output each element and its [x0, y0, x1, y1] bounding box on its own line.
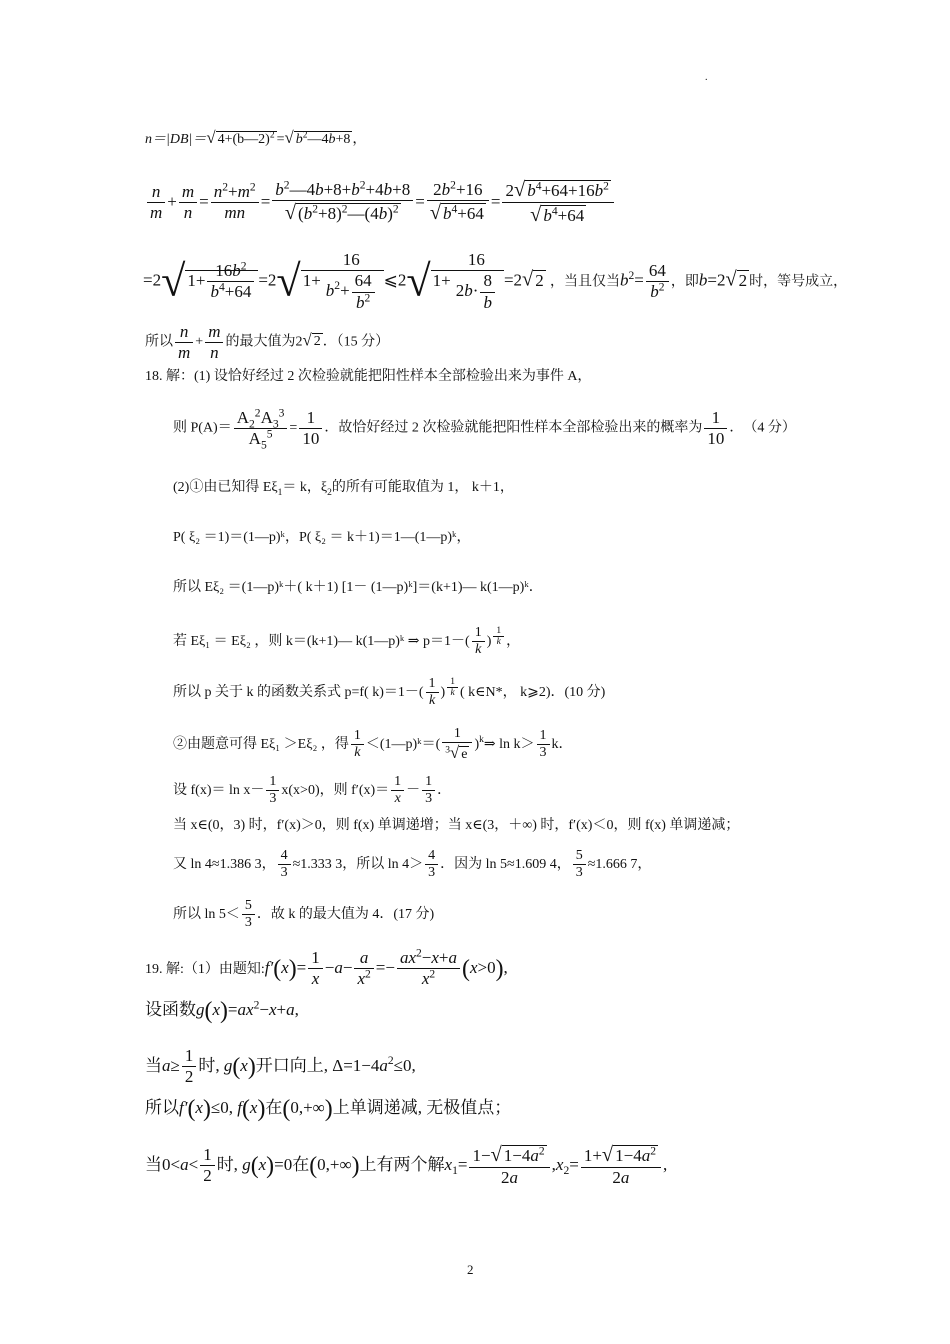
text-also: 又 ln 4≈1.386 3， — [173, 856, 276, 872]
text-pa: 则 P(A)＝ — [173, 420, 232, 436]
text-when1: 当 — [145, 1055, 162, 1075]
q18-function: 所以 p 关于 k 的函数关系式 p=f( k)＝1－( $\frac{1}{k}$ ) $^{\frac{1}{k}}$ ( k∈N*， k⩾2)．(10 分) — [173, 676, 606, 709]
q18-head: 18. 解：(1) 设恰好经过 2 次检验就能把阳性样本全部检验出来为事件 A， — [145, 369, 592, 384]
text-on: 在 — [265, 1098, 283, 1117]
q18-if-equal: 若 Eξ₁ ＝ Eξ₂ ，则 k＝(k+1)— k(1—p)ᵏ ⇒ p＝1－( $\frac{1}{k}$ ) $^{\frac{1}{k}}$ ， — [173, 625, 521, 658]
text-two-roots: 上有两个解 — [359, 1154, 445, 1174]
text-when2: 当 — [145, 1154, 162, 1174]
text-set-end: ． — [437, 782, 452, 798]
q19-case1: 当a≥ $\frac{1}{2}$ 时, g(x)开口向上, $\Delta=1-4a^2\le 0$, — [145, 1046, 416, 1087]
q19-head: 19. 解:（1）由题知:f′(x)= $\frac{1}{x}$ −a− $\frac{a}{x^2}$ =− $\frac{ax^2-x+a}{x^2}$ (x>0), — [145, 946, 508, 989]
text-max-is: 的最大值为 — [225, 334, 296, 350]
q19-set-g: 设函数$g(x)=ax^2-x+a$, — [145, 998, 299, 1025]
text-score-17: ．故 k 的最大值为 4．(17 分) — [256, 906, 435, 922]
q18-also: 又 ln 4≈1.386 3， $\frac{4}{3}$ ≈1.333 3，所以 ln 4＞ $\frac{4}{3}$ ．因为 ln 5≈1.609 4， $\frac{5}{3}$ ≈1.666 7， — [173, 848, 652, 881]
q18-part2-head: (2)①由已知得 $E\xi_1= k$，$\xi_2$的所有可能取值为 1， k＋1， — [173, 480, 514, 498]
line-inequality: =2√ 1+ $\frac{16b^2}{b^4+64}$ =2√ 1+ 16 $b^2+$ $\frac{64}{b^2}$ ⩽2√ 1+ 16 2b· $\frac{8}{b}$ =2√ 2 ，当且仅当$b^2=$ $\frac{64}{b^2}$ ，即b=2√ 2 时，等号成立， — [143, 250, 848, 312]
text-part2c: 的所有可能取值为 1， k＋1， — [331, 480, 514, 495]
text-part2b: ＝ k，ξ — [282, 480, 328, 495]
text-ie: ，即 — [670, 274, 699, 290]
q19-case2: 当0<a< $\frac{1}{2}$ 时, g(x)=0在(0,+∞)上有两个解$x_1=$ $\frac{1-√ 1-4a^2}{2a}$ $,x_2=$ $\frac{1+√ 1-4a^2}{2a}$ , — [145, 1144, 668, 1188]
corner-mark: . — [705, 72, 708, 83]
text-decreasing: 上单调递减, 无极值点； — [332, 1098, 512, 1117]
q19-so: 所以f′(x)≤0, f(x)在(0,+∞)上单调递减, 无极值点； — [145, 1096, 512, 1123]
q18-prob-xi2: P( ξ₂ ＝1)＝(1—p)ᵏ，P( ξ₂ ＝ k＋1)＝1—(1—p)ᵏ， — [173, 530, 471, 545]
text-equality-holds: 时，等号成立， — [749, 274, 848, 290]
text-circ2-mid: ＜(1—p)ᵏ＝( — [365, 736, 441, 752]
text-part2a: (2)①由已知得 Eξ — [173, 480, 278, 495]
text-set-mid: x(x>0)，则 f′(x)＝ — [281, 782, 390, 798]
q18-probability: 则 P(A)＝ $\frac{A_2^2A_3^3}{A_5^5}$ = $\frac{1}{10}$ ．故恰好经过 2 次检验就能把阳性样本全部检验出来的概率为 $\frac{1}{10}$ ． （4 分） — [173, 406, 796, 451]
text-on2: 在 — [292, 1154, 310, 1174]
text-also-mid: ≈1.333 3，所以 ln 4＞ — [292, 856, 424, 872]
text-when2-mid: 时, — [216, 1154, 238, 1174]
text-circ2-end: k． — [551, 736, 573, 752]
text-score-15: ．（15 分） — [322, 334, 390, 350]
text-opens-up: 开口向上, — [255, 1055, 329, 1075]
q18-exp-xi2: 所以 Eξ₂ ＝(1—p)ᵏ＋( k＋1) [1－ (1—p)ᵏ]＝(k+1)— k(1—p)ᵏ． — [173, 580, 543, 595]
text-paren: ) — [486, 633, 492, 649]
text-so2: 所以 — [145, 1098, 179, 1117]
text-q19: 19. 解:（1）由题知: — [145, 961, 265, 977]
text-n-db: n＝|DB|＝ — [145, 132, 207, 147]
text-func: 所以 p 关于 k 的函数关系式 p=f( k)＝1－( — [173, 684, 424, 700]
text-therefore: ．故恰好经过 2 次检验就能把阳性样本全部检验出来的概率为 — [324, 420, 703, 436]
q18-conclusion: 所以 ln 5＜ $\frac{5}{3}$ ．故 k 的最大值为 4．(17 分) — [173, 898, 435, 931]
q18-monotonic: 当 x∈(0，3) 时，f′(x)＞0，则 f(x) 单调递增；当 x∈(3，＋∞) 时，f′(x)＜0，则 f(x) 单调递减； — [173, 818, 740, 833]
text-circ2: ②由题意可得 Eξ₁ ＞Eξ₂ ，得 — [173, 736, 349, 752]
text-also-end: ≈1.666 7， — [587, 856, 652, 872]
text-if: 若 Eξ₁ ＝ Eξ₂ ，则 k＝(k+1)— k(1—p)ᵏ ⇒ p＝1－( — [173, 633, 470, 649]
text-circ2-ln: ⇒ ln k＞ — [483, 736, 535, 752]
text-equality-note: ，当且仅当 — [549, 274, 620, 290]
line-n-over-m: $\frac{n}{m}$ + $\frac{m}{n}$ = $\frac{n^2+m^2}{mn}$ = $\frac{b^2—4b+8+b^2+4b+8}{√ (b^2+8)^2—(4b)^2}$ = $\frac{2b^2+16}{√ b^4+64}$ = $\frac{2√ b^4+64+16b^2}{√ b^4+64}$ — [145, 178, 616, 228]
text-set-g: 设函数 — [145, 1000, 196, 1019]
q18-circle2: ②由题意可得 Eξ₁ ＞Eξ₂ ，得 $\frac{1}{k}$ ＜(1—p)ᵏ＝( $\frac{1}{^3√ e}$ )$^k$⇒ ln k＞ $\frac{1}{3}$ k． — [173, 726, 573, 763]
page-number: 2 — [467, 1262, 474, 1277]
text-ln5: 所以 ln 5＜ — [173, 906, 240, 922]
text-so: 所以 — [145, 334, 173, 350]
q18-set-f: 设 f(x)＝ ln x－ $\frac{1}{3}$ x(x>0)，则 f′(x)＝ $\frac{1}{x}$ － $\frac{1}{3}$ ． — [173, 774, 452, 807]
text-also-mid2: ．因为 ln 5≈1.609 4， — [440, 856, 571, 872]
text-score-4: ． （4 分） — [729, 420, 796, 436]
line-n-db: n＝|DB|＝√ 4+(b—2)$^2$ =√ $b^2—4b+8$ ， — [145, 128, 367, 147]
line-max-value: 所以 $\frac{n}{m}$ + $\frac{m}{n}$ 的最大值为2√ 2 ．（15 分） — [145, 322, 390, 362]
text-score-10: ( k∈N*， k⩾2)．(10 分) — [459, 684, 606, 700]
text-set-f: 设 f(x)＝ ln x－ — [173, 782, 265, 798]
text-when1-mid: 时, — [198, 1055, 220, 1075]
